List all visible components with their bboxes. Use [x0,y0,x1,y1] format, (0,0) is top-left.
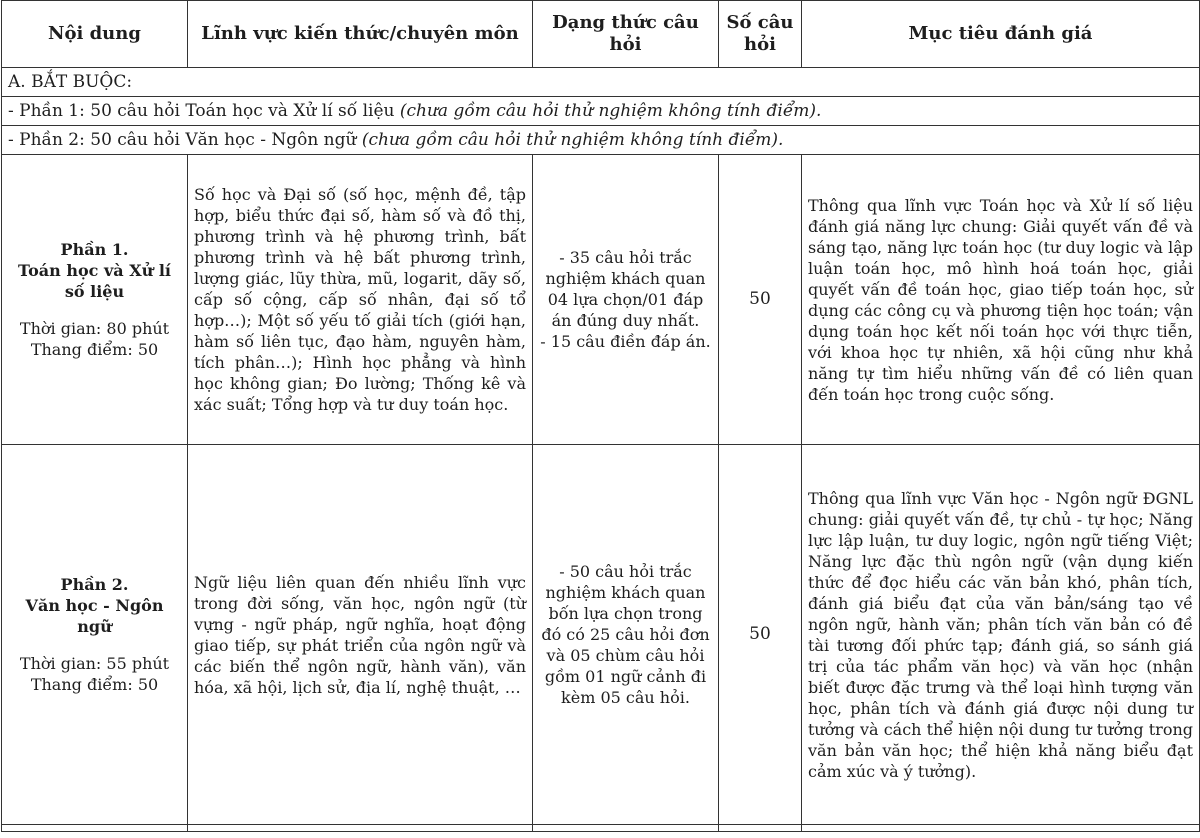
part-2-goal: Thông qua lĩnh vực Văn học - Ngôn ngữ ĐGNL chung: giải quyết vấn đề, tự chủ - tự học; Năng lực lập luận, tư duy logic, ngôn ngữ tiếng Việt; Năng lực đặc thù ngôn ngữ (vận dụng kiến thức để đọc hiểu các văn bản khó, phân tích, đánh giá biểu đạt của văn bản/sáng tạo về ngôn ngữ, hành văn; phân tích văn bản có đề tài tương đối phức tạp; đánh giá, so sánh giá trị của tác phẩm văn học) và văn học (nhận biết được đặc trưng và thể loại hình tượng văn học, phân tích và đánh giá được nội dung tư tưởng và cách thể hiện nội dung tư tưởng trong văn bản văn học; thể hiện khả năng biểu đạt cảm xúc và ý tưởng). [802,445,1200,825]
section-a-line1-note: (chưa gồm câu hỏi thử nghiệm không tính điểm). [399,101,822,121]
partial-cell-5 [802,825,1200,832]
part-2-score: Thang điểm: 50 [30,675,159,694]
part-2-time: Thời gian: 55 phút [19,654,170,673]
part-1-format: - 35 câu hỏi trắc nghiệm khách quan 04 lựa chọn/01 đáp án đúng duy nhất. - 15 câu điền đáp án. [533,155,719,445]
part-2-content-cell [2,445,188,825]
section-a-title: A. BẮT BUỘC: [2,68,1200,97]
part-1-name: Toán học và Xử lí số liệu [18,261,171,301]
table-row-next-partial [2,825,1200,832]
part-1-score: Thang điểm: 50 [30,340,159,359]
section-a-line2-row [2,126,1200,155]
header-count: Số câu hỏi [719,1,802,68]
partial-cell-4 [719,825,802,832]
header-knowledge: Lĩnh vực kiến thức/chuyên môn [188,1,533,68]
section-a-line1 [2,97,1200,126]
header-format: Dạng thức câu hỏi [533,1,719,68]
part-1-title: Phần 1. [60,240,129,259]
section-a-title-row [2,68,1200,97]
part-1-count: 50 [719,155,802,445]
header-content: Nội dung [2,1,188,68]
part-1-knowledge: Số học và Đại số (số học, mệnh đề, tập hợp, biểu thức đại số, hàm số và đồ thị, phương trình và hệ phương trình, bất phương trình và hệ bất phương trình, lượng giác, lũy thừa, mũ, logarit, dãy số, cấp số cộng, cấp số nhân, đại số tổ hợp…); Một số yếu tố giải tích (giới hạn, hàm số liên tục, đạo hàm, nguyên hàm, tích phân…); Hình học phẳng và hình học không gian; Đo lường; Thống kê và xác suất; Tổng hợp và tư duy toán học. [188,155,533,445]
part-1-content-cell [2,155,188,445]
part-2-title: Phần 2. [60,575,129,594]
partial-cell-2 [188,825,533,832]
part-2-count: 50 [719,445,802,825]
section-a-line1-text: - Phần 1: 50 câu hỏi Toán học và Xử lí số liệu [8,101,400,121]
section-a-line2 [2,126,1200,155]
table-row-part-1 [2,155,1200,445]
section-a-line2-text: - Phần 2: 50 câu hỏi Văn học - Ngôn ngữ [8,130,362,150]
part-2-format: - 50 câu hỏi trắc nghiệm khách quan bốn lựa chọn trong đó có 25 câu hỏi đơn và 05 chùm câu hỏi gồm 01 ngữ cảnh đi kèm 05 câu hỏi. [533,445,719,825]
section-a-line1-row [2,97,1200,126]
partial-cell-1 [2,825,188,832]
partial-cell-3 [533,825,719,832]
part-1-time: Thời gian: 80 phút [19,319,170,338]
table-row-part-2 [2,445,1200,825]
part-1-goal: Thông qua lĩnh vực Toán học và Xử lí số liệu đánh giá năng lực chung: Giải quyết vấn đề và sáng tạo, năng lực toán học (tư duy logic và lập luận toán học, mô hình hoá toán học, giải quyết vấn đề toán học, giao tiếp toán học, sử dụng các công cụ và phương tiện học toán; vận dụng toán học kết nối toán học với thực tiễn, với khoa học tự nhiên, xã hội cũng như khả năng tự tìm hiểu những vấn đề có liên quan đến toán học trong cuộc sống. [802,155,1200,445]
part-2-name: Văn học - Ngôn ngữ [25,596,164,636]
section-a-line2-note: (chưa gồm câu hỏi thử nghiệm không tính điểm). [361,130,784,150]
part-2-knowledge: Ngữ liệu liên quan đến nhiều lĩnh vực trong đời sống, văn học, ngôn ngữ (từ vựng - ngữ pháp, ngữ nghĩa, hoạt động giao tiếp, sự phát triển của ngôn ngữ và các biến thể ngôn ngữ, hành văn), văn hóa, xã hội, lịch sử, địa lí, nghệ thuật, … [188,445,533,825]
header-goal: Mục tiêu đánh giá [802,1,1200,68]
header-row [2,1,1200,68]
exam-structure-table [1,0,1200,832]
